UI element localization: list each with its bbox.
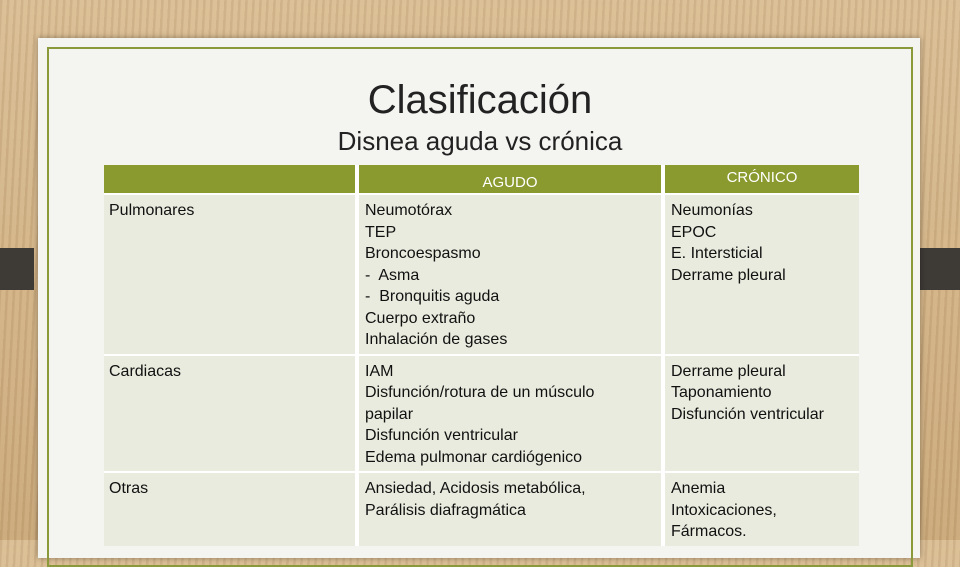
- cell-line: Broncoespasmo: [365, 245, 481, 262]
- cell-line: Anemia: [671, 480, 726, 497]
- cell-line: Neumonías: [671, 202, 753, 219]
- cronico-cell: [663, 472, 859, 546]
- agudo-cell: [357, 472, 663, 546]
- left-dark-tab: [0, 248, 34, 290]
- cell-line: Intoxicaciones,: [671, 501, 777, 519]
- cronico-cell: [663, 355, 859, 473]
- cell-line: Derrame pleural: [671, 266, 786, 284]
- table-header-row: [104, 165, 859, 194]
- slide-title: Clasificación: [367, 78, 593, 122]
- cell-line: Parálisis diafragmática: [365, 501, 526, 519]
- cell-line: - Bronquitis aguda: [365, 288, 500, 305]
- cell-line: Disfunción ventricular: [671, 405, 824, 423]
- cell-line: Disfunción/rotura de un músculo: [365, 384, 595, 401]
- cell-line: IAM: [365, 362, 394, 380]
- table-row-otras: [104, 472, 859, 546]
- cell-line: Cuerpo extraño: [365, 309, 476, 327]
- row-label: Otras: [104, 472, 357, 546]
- agudo-cell: [357, 194, 663, 355]
- classification-table: [104, 165, 859, 546]
- table-row-cardiacas: [104, 355, 859, 473]
- cell-line: EPOC: [671, 223, 717, 241]
- table-row-pulmonares: [104, 194, 859, 355]
- cell-line: Fármacos.: [671, 523, 747, 540]
- cell-line: Taponamiento: [671, 384, 772, 401]
- header-cell-agudo: AGUDO: [357, 165, 663, 194]
- row-label: Pulmonares: [104, 194, 357, 355]
- cell-line: Inhalación de gases: [365, 331, 508, 348]
- cell-line: Edema pulmonar cardiógenico: [365, 448, 583, 466]
- slide-subtitle: Disnea aguda vs crónica: [337, 126, 623, 156]
- cell-line: E. Intersticial: [671, 245, 763, 262]
- cronico-cell: [663, 194, 859, 355]
- cell-line: papilar: [365, 405, 414, 423]
- cell-line: Disfunción ventricular: [365, 427, 518, 444]
- cell-line: Ansiedad, Acidosis metabólica,: [365, 480, 586, 497]
- row-label: Cardiacas: [104, 355, 357, 473]
- cell-line: - Asma: [365, 266, 420, 284]
- cell-line: Neumotórax: [365, 202, 453, 219]
- header-cell-empty: [104, 165, 357, 194]
- agudo-cell: [357, 355, 663, 473]
- cell-line: TEP: [365, 223, 397, 241]
- cell-line: Derrame pleural: [671, 362, 786, 380]
- header-cell-cronico: CRÓNICO: [663, 165, 859, 194]
